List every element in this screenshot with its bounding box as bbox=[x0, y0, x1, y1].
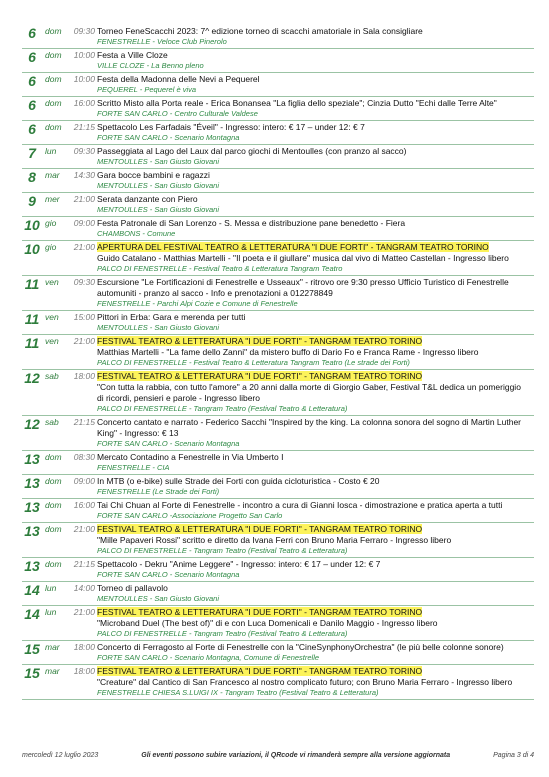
event-weekday: ven bbox=[45, 312, 59, 322]
event-location: MENTOULLES - San Giusto Giovani bbox=[97, 323, 219, 332]
event-day: 12 bbox=[24, 416, 40, 432]
event-body bbox=[97, 218, 534, 239]
event-day: 6 bbox=[28, 121, 36, 137]
event-weekday: mar bbox=[45, 666, 60, 676]
event-time: 21:00 bbox=[73, 194, 95, 204]
festival-highlight: FESTIVAL TEATRO & LETTERATURA "I DUE FORTI" - TANGRAM TEATRO TORINO bbox=[97, 371, 423, 381]
event-weekday: dom bbox=[45, 500, 62, 510]
event-time: 16:00 bbox=[73, 98, 95, 108]
event-row bbox=[22, 276, 534, 311]
event-description: Tai Chi Chuan al Forte di Fenestrelle - incontro a cura di Gianni Iosca - dimostrazione e pratica aperta a tutti bbox=[97, 500, 503, 510]
event-location: FENESTRELLE CHIESA S.LUIGI IX - Tangram Teatro (Festival Teatro & Letteratura) bbox=[97, 688, 379, 697]
event-time: 08:30 bbox=[73, 452, 95, 462]
event-day: 13 bbox=[24, 499, 40, 515]
event-description: "Creature" dal Cantico di San Francesco al nostro complicato futuro; con Bruno Maria Ferraro - Ingresso libero bbox=[97, 677, 513, 687]
event-time: 09:00 bbox=[73, 476, 95, 486]
event-body bbox=[97, 417, 534, 449]
event-body bbox=[97, 122, 534, 143]
event-row bbox=[22, 97, 534, 121]
event-description: Festa a Ville Cloze bbox=[97, 50, 168, 60]
festival-highlight: APERTURA DEL FESTIVAL TEATRO & LETTERATURA "I DUE FORTI" - TANGRAM TEATRO TORINO bbox=[97, 242, 489, 252]
event-time: 09:00 bbox=[73, 218, 95, 228]
event-description: Torneo di pallavolo bbox=[97, 583, 168, 593]
event-weekday: sab bbox=[45, 371, 59, 381]
event-location: PALCO DI FENESTRELLE - Festival Teatro & Letteratura Tangram Teatro (Le strade dei Forti) bbox=[97, 358, 410, 367]
event-body bbox=[97, 170, 534, 191]
event-location: FORTE SAN CARLO - Centro Culturale Valdese bbox=[97, 109, 258, 118]
festival-highlight: FESTIVAL TEATRO & LETTERATURA "I DUE FORTI" - TANGRAM TEATRO TORINO bbox=[97, 607, 423, 617]
event-day: 10 bbox=[24, 217, 40, 233]
event-day: 6 bbox=[28, 97, 36, 113]
event-location: MENTOULLES - San Giusto Giovani bbox=[97, 205, 219, 214]
footer-note: Gli eventi possono subire variazioni, il QRcode vi rimanderà sempre alla versione aggiornata bbox=[141, 752, 451, 759]
event-time: 15:00 bbox=[73, 312, 95, 322]
event-weekday: mar bbox=[45, 170, 60, 180]
event-day: 13 bbox=[24, 523, 40, 539]
event-body bbox=[97, 74, 534, 95]
event-row bbox=[22, 451, 534, 475]
event-body bbox=[97, 98, 534, 119]
event-day: 8 bbox=[28, 169, 36, 185]
event-location: MENTOULLES - San Giusto Giovani bbox=[97, 157, 219, 166]
event-body bbox=[97, 336, 534, 368]
event-description: Concerto cantato e narrato - Federico Sacchi "Inspired by the king. La colonna sonora del sogno di Martin Luther bbox=[97, 417, 522, 427]
event-location: FENESTRELLE (Le Strade dei Forti) bbox=[97, 487, 220, 496]
event-description: Guido Catalano - Matthias Martelli - "Il poeta e il giullare" musica dal vivo di Matteo Castellan - Ingresso libero bbox=[97, 253, 509, 263]
event-body bbox=[97, 666, 534, 698]
event-time: 09:30 bbox=[73, 26, 95, 36]
page-footer bbox=[22, 752, 534, 759]
event-description: Festa della Madonna delle Nevi a Pequerel bbox=[97, 74, 260, 84]
event-description: In MTB (o e-bike) sulle Strade dei Forti con guida cicloturistica - Costo € 20 bbox=[97, 476, 380, 486]
event-weekday: dom bbox=[45, 74, 62, 84]
event-location: PEQUEREL - Pequerel è viva bbox=[97, 85, 197, 94]
event-time: 21:00 bbox=[73, 524, 95, 534]
event-weekday: lun bbox=[45, 607, 57, 617]
event-location: FENESTRELLE - Veloce Club Pinerolo bbox=[97, 37, 227, 46]
event-day: 14 bbox=[24, 606, 40, 622]
event-body bbox=[97, 277, 534, 309]
event-time: 14:30 bbox=[73, 170, 95, 180]
event-body bbox=[97, 26, 534, 47]
event-description: Mercato Contadino a Fenestrelle in Via Umberto I bbox=[97, 452, 284, 462]
event-weekday: dom bbox=[45, 524, 62, 534]
event-day: 12 bbox=[24, 370, 40, 386]
event-day: 11 bbox=[24, 311, 40, 327]
event-time: 21:00 bbox=[73, 242, 95, 252]
event-time: 10:00 bbox=[73, 74, 95, 84]
event-time: 18:00 bbox=[73, 371, 95, 381]
event-location: FORTE SAN CARLO -Associazione Progetto San Carlo bbox=[97, 511, 283, 520]
event-day: 10 bbox=[24, 241, 40, 257]
footer-date: mercoledì 12 luglio 2023 bbox=[22, 752, 99, 759]
event-body bbox=[97, 524, 534, 556]
event-time: 18:00 bbox=[73, 666, 95, 676]
event-row bbox=[22, 523, 534, 558]
event-row bbox=[22, 25, 534, 49]
event-weekday: dom bbox=[45, 50, 62, 60]
event-description: Serata danzante con Piero bbox=[97, 194, 198, 204]
event-day: 13 bbox=[24, 451, 40, 467]
event-description: King" - Ingresso: € 13 bbox=[97, 428, 179, 438]
event-description: Concerto di Ferragosto al Forte di Fenestrelle con la "CineSynphonyOrchestra" (le più belle colonne sonore) bbox=[97, 642, 504, 652]
event-location: MENTOULLES - San Giusto Giovani bbox=[97, 594, 219, 603]
festival-highlight: FESTIVAL TEATRO & LETTERATURA "I DUE FORTI" - TANGRAM TEATRO TORINO bbox=[97, 524, 423, 534]
event-description: Gara bocce bambini e ragazzi bbox=[97, 170, 210, 180]
event-time: 21:15 bbox=[73, 417, 95, 427]
event-time: 09:30 bbox=[73, 146, 95, 156]
event-body bbox=[97, 642, 534, 663]
event-weekday: mer bbox=[45, 194, 60, 204]
event-time: 18:00 bbox=[73, 642, 95, 652]
event-row bbox=[22, 311, 534, 335]
event-row bbox=[22, 335, 534, 370]
event-row bbox=[22, 169, 534, 193]
event-location: PALCO DI FENESTRELLE - Tangram Teatro (Festival Teatro & Letteratura) bbox=[97, 629, 348, 638]
event-location: FORTE SAN CARLO - Scenario Montagna bbox=[97, 570, 240, 579]
event-day: 13 bbox=[24, 475, 40, 491]
event-body bbox=[97, 312, 534, 333]
event-row bbox=[22, 370, 534, 416]
event-row bbox=[22, 558, 534, 582]
event-time: 10:00 bbox=[73, 50, 95, 60]
event-description: Spettacolo Les Farfadais "Éveil" - Ingresso: intero: € 17 – under 12: € 7 bbox=[97, 122, 365, 132]
event-row bbox=[22, 241, 534, 276]
event-weekday: lun bbox=[45, 583, 57, 593]
event-description: Passeggiata al Lago del Laux dal parco giochi di Mentoulles (con pranzo al sacco) bbox=[97, 146, 407, 156]
event-body bbox=[97, 194, 534, 215]
festival-highlight: FESTIVAL TEATRO & LETTERATURA "I DUE FORTI" - TANGRAM TEATRO TORINO bbox=[97, 666, 423, 676]
event-day: 6 bbox=[28, 25, 36, 41]
event-body bbox=[97, 371, 534, 414]
event-location: PALCO DI FENESTRELLE - Festival Teatro & Letteratura Tangram Teatro bbox=[97, 264, 343, 273]
footer-page-number: Pagina 3 di 4 bbox=[493, 752, 534, 759]
event-description: "Con tutta la rabbia, con tutto l'amore" a 20 anni dalla morte di Giorgio Gaber, Festival T&L dedica un pomeriggio bbox=[97, 382, 521, 392]
event-weekday: dom bbox=[45, 559, 62, 569]
event-day: 6 bbox=[28, 49, 36, 65]
event-location: VILLE CLOZE - La Benno pleno bbox=[97, 61, 204, 70]
event-description: di ricordi, pensieri e parole - Ingresso libero bbox=[97, 393, 260, 403]
event-body bbox=[97, 242, 534, 274]
event-row bbox=[22, 475, 534, 499]
event-description: Scritto Misto alla Porta reale - Erica Bonansea "La figlia dello speziale"; Cinzia Dutto "Echi dalle Terre Alte" bbox=[97, 98, 497, 108]
event-weekday: dom bbox=[45, 476, 62, 486]
event-day: 11 bbox=[24, 335, 40, 351]
event-row bbox=[22, 641, 534, 665]
event-day: 6 bbox=[28, 73, 36, 89]
event-description: "Microband Duel (The best of)" di e con Luca Domenicali e Danilo Maggio - Ingresso libero bbox=[97, 618, 438, 628]
event-location: FENESTRELLE - Parchi Alpi Cozie e Comune di Fenestrelle bbox=[97, 299, 298, 308]
event-body bbox=[97, 583, 534, 604]
event-location: PALCO DI FENESTRELLE - Tangram Teatro (Festival Teatro & Letteratura) bbox=[97, 546, 348, 555]
event-weekday: dom bbox=[45, 452, 62, 462]
event-body bbox=[97, 559, 534, 580]
event-row bbox=[22, 416, 534, 451]
event-row bbox=[22, 193, 534, 217]
event-location: FENESTRELLE - CIA bbox=[97, 463, 170, 472]
event-row bbox=[22, 665, 534, 700]
event-row bbox=[22, 499, 534, 523]
event-weekday: gio bbox=[45, 218, 57, 228]
event-weekday: mar bbox=[45, 642, 60, 652]
event-location: FORTE SAN CARLO - Scenario Montagna, Comune di Fenestrelle bbox=[97, 653, 320, 662]
event-row bbox=[22, 49, 534, 73]
event-weekday: dom bbox=[45, 98, 62, 108]
event-body bbox=[97, 476, 534, 497]
event-day: 7 bbox=[28, 145, 36, 161]
event-location: CHAMBONS - Comune bbox=[97, 229, 176, 238]
event-body bbox=[97, 500, 534, 521]
event-description: Pittori in Erba: Gara e merenda per tutti bbox=[97, 312, 246, 322]
event-day: 14 bbox=[24, 582, 40, 598]
event-day: 9 bbox=[28, 193, 36, 209]
event-weekday: ven bbox=[45, 336, 59, 346]
event-description: Escursione "Le Fortificazioni di Fenestrelle e Usseaux" - ritrovo ore 9:30 presso Ufficio Turistico di Fenestrelle bbox=[97, 277, 509, 287]
event-body bbox=[97, 50, 534, 71]
event-description: Spettacolo - Dekru "Anime Leggere" - Ingresso: intero: € 17 – under 12: € 7 bbox=[97, 559, 381, 569]
event-day: 13 bbox=[24, 558, 40, 574]
event-row bbox=[22, 121, 534, 145]
event-location: FORTE SAN CARLO - Scenario Montagna bbox=[97, 133, 240, 142]
event-time: 21:00 bbox=[73, 607, 95, 617]
event-row bbox=[22, 217, 534, 241]
event-body bbox=[97, 452, 534, 473]
event-description: Torneo FeneScacchi 2023: 7^ edizione torneo di scacchi amatoriale in Sala consigliare bbox=[97, 26, 423, 36]
festival-highlight: FESTIVAL TEATRO & LETTERATURA "I DUE FORTI" - TANGRAM TEATRO TORINO bbox=[97, 336, 423, 346]
event-weekday: gio bbox=[45, 242, 57, 252]
event-row bbox=[22, 606, 534, 641]
events-list bbox=[22, 25, 534, 700]
event-body bbox=[97, 607, 534, 639]
event-weekday: dom bbox=[45, 122, 62, 132]
event-weekday: sab bbox=[45, 417, 59, 427]
event-row bbox=[22, 145, 534, 169]
event-location: PALCO DI FENESTRELLE - Tangram Teatro (Festival Teatro & Letteratura) bbox=[97, 404, 348, 413]
event-time: 21:00 bbox=[73, 336, 95, 346]
event-time: 16:00 bbox=[73, 500, 95, 510]
event-weekday: dom bbox=[45, 26, 62, 36]
event-weekday: ven bbox=[45, 277, 59, 287]
event-description: Matthias Martelli - "La fame dello Zanni" da mistero buffo di Dario Fo e Franca Rame - Ingresso libero bbox=[97, 347, 479, 357]
event-day: 15 bbox=[24, 641, 40, 657]
event-time: 21:15 bbox=[73, 559, 95, 569]
event-location: MENTOULLES - San Giusto Giovani bbox=[97, 181, 219, 190]
event-description: "Mille Papaveri Rossi" scritto e diretto da Ivana Ferri con Bruno Maria Ferraro - Ingresso libero bbox=[97, 535, 452, 545]
event-time: 14:00 bbox=[73, 583, 95, 593]
event-day: 15 bbox=[24, 665, 40, 681]
event-day: 11 bbox=[24, 276, 40, 292]
event-row bbox=[22, 582, 534, 606]
event-description: Festa Patronale di San Lorenzo - S. Messa e distribuzione pane benedetto - Fiera bbox=[97, 218, 406, 228]
event-location: FORTE SAN CARLO - Scenario Montagna bbox=[97, 439, 240, 448]
event-row bbox=[22, 73, 534, 97]
event-weekday: lun bbox=[45, 146, 57, 156]
event-description: automuniti - pranzo al sacco - Info e prenotazioni a 012278849 bbox=[97, 288, 333, 298]
event-time: 21:15 bbox=[73, 122, 95, 132]
event-body bbox=[97, 146, 534, 167]
event-time: 09:30 bbox=[73, 277, 95, 287]
